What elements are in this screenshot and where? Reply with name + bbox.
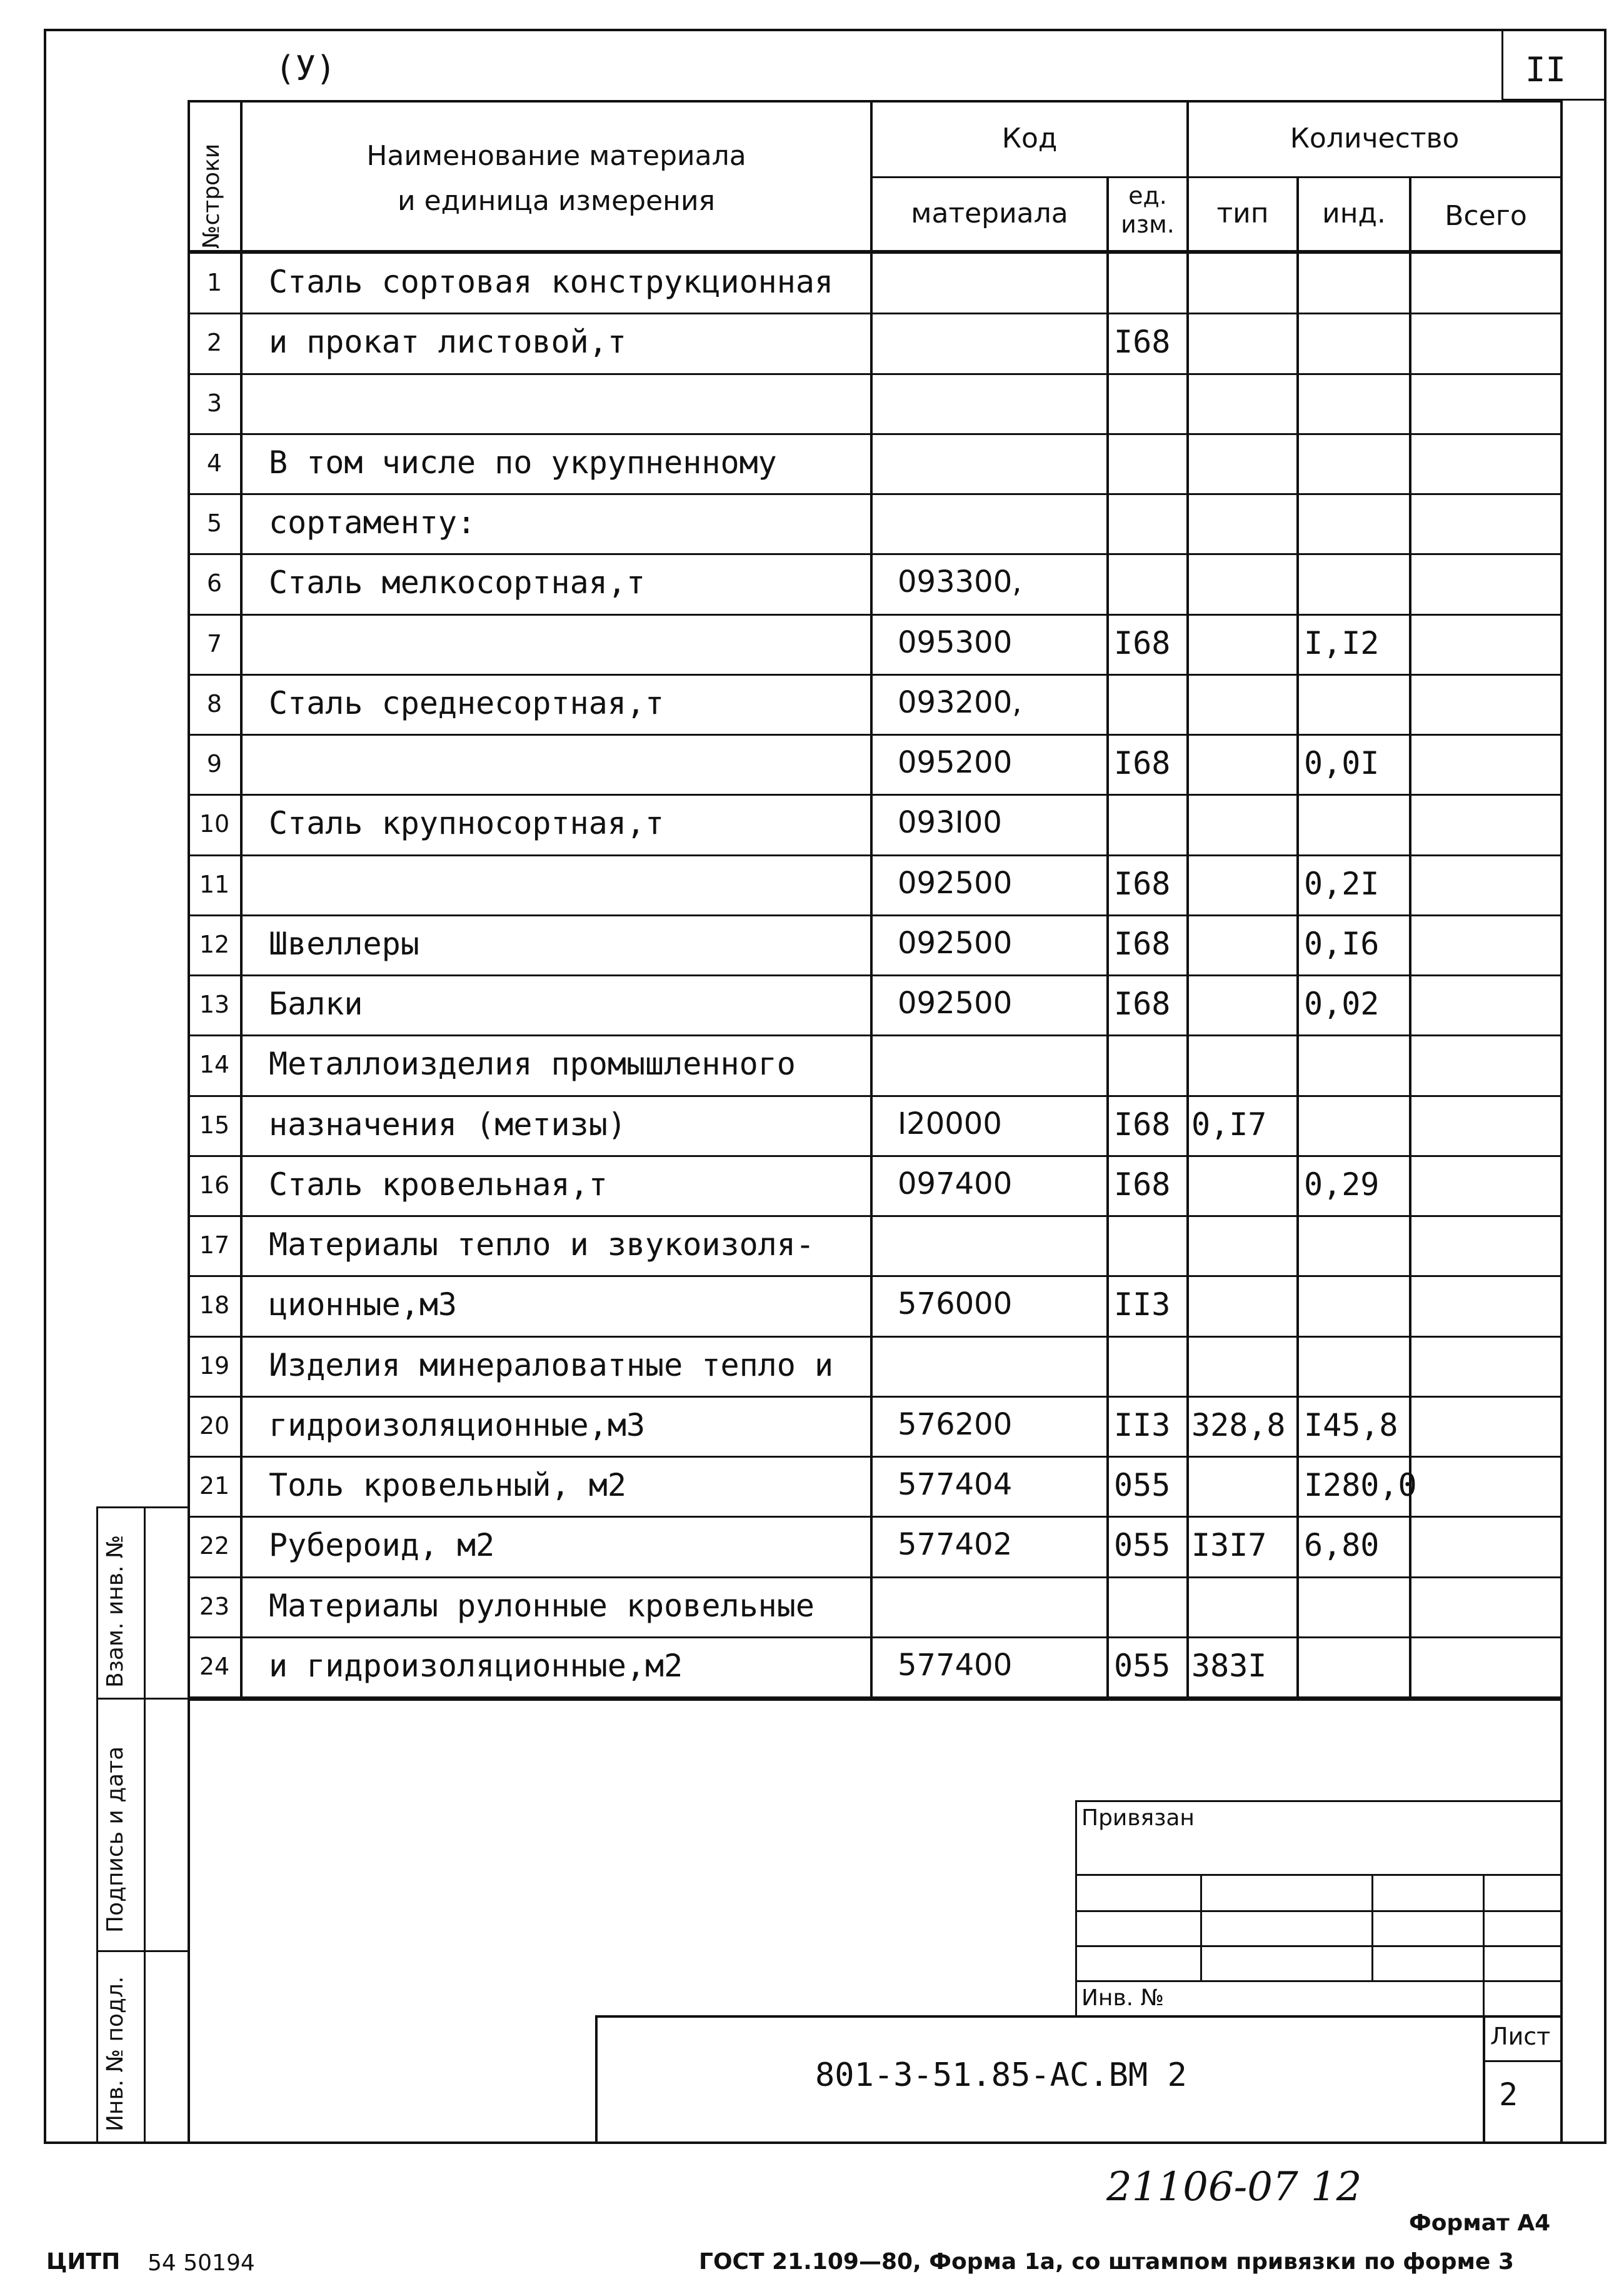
bind-v3 — [1483, 1874, 1485, 2015]
sheet-top-label: (У) — [275, 49, 336, 88]
footer-left-code: 54 50194 — [148, 2250, 255, 2276]
cell-name: Изделия минераловатные тепло и — [269, 1347, 834, 1383]
row-separator — [188, 734, 1560, 736]
row-number: 17 — [199, 1231, 230, 1259]
row-number: 2 — [206, 329, 223, 356]
title-designation: 801-3-51.85-АС.ВМ 2 — [815, 2056, 1187, 2094]
row-number: 7 — [206, 630, 223, 658]
cell-name: гидроизоляционные,м3 — [269, 1407, 646, 1443]
cell-ind: I45,8 — [1304, 1407, 1398, 1443]
header-name-text: Наименование материала и единица измерения — [366, 140, 746, 217]
col-line-typ — [1296, 176, 1299, 1700]
sheet-corner-number: II — [1525, 50, 1566, 89]
footer-left-org: ЦИТП — [46, 2249, 121, 2275]
col-line-unit — [1106, 176, 1109, 1700]
row-separator — [188, 674, 1560, 676]
bind-privyazan: Привязан — [1081, 1805, 1195, 1831]
row-separator — [188, 493, 1560, 495]
cell-ind: I,I2 — [1304, 625, 1380, 661]
bind-v2 — [1371, 1874, 1373, 1981]
cell-code: 097400 — [898, 1166, 1013, 1201]
row-separator — [188, 553, 1560, 555]
header-row-number: №строки — [199, 143, 224, 249]
bind-v1 — [1200, 1874, 1202, 1981]
row-number: 9 — [206, 750, 223, 778]
row-number: 21 — [199, 1472, 230, 1500]
row-number: 23 — [199, 1593, 230, 1620]
col-line-rownum — [240, 100, 243, 1700]
header-top-line — [188, 100, 1560, 103]
cell-name: Сталь кровельная,т — [269, 1166, 608, 1203]
cell-unit: 055 — [1114, 1467, 1171, 1503]
cell-ind: 0,I6 — [1304, 926, 1380, 962]
cell-name: и гидроизоляционные,м2 — [269, 1648, 683, 1684]
cell-code: 576200 — [898, 1407, 1013, 1442]
row-separator — [188, 854, 1560, 856]
side-stamp-col-2 — [144, 1506, 146, 2144]
row-number: 11 — [199, 871, 230, 898]
cell-name: Материалы рулонные кровельные — [269, 1588, 815, 1624]
cell-name: и прокат листовой,т — [269, 324, 626, 360]
cell-code: 092500 — [898, 986, 1013, 1021]
cell-name: сортаменту: — [269, 504, 476, 541]
row-separator — [188, 1576, 1560, 1578]
cell-ind: 0,2I — [1304, 866, 1380, 902]
row-separator — [188, 1095, 1560, 1097]
cell-unit: I68 — [1114, 324, 1171, 360]
row-separator — [188, 1516, 1560, 1518]
cell-name: Металлоизделия промышленного — [269, 1046, 796, 1082]
col-line-code — [870, 100, 873, 1700]
cell-code: 095300 — [898, 625, 1013, 660]
cell-ind: 0,0I — [1304, 745, 1380, 781]
side-stamp-line-2 — [96, 1698, 190, 1700]
side-stamp-inv-podl: Инв. № подл. — [103, 1976, 128, 2131]
cell-name: Сталь среднесортная,т — [269, 685, 664, 721]
cell-code: 093300, — [898, 564, 1022, 599]
col-line-qty — [1186, 100, 1189, 1700]
cell-code: 577400 — [898, 1648, 1013, 1683]
row-number: 15 — [199, 1111, 230, 1139]
handwritten-number: 21106-07 12 — [1106, 2164, 1362, 2210]
cell-typ: 328,8 — [1191, 1407, 1286, 1443]
cell-ind: 0,29 — [1304, 1166, 1380, 1203]
side-stamp-line-3 — [96, 1950, 190, 1952]
side-stamp-line-1 — [96, 1506, 190, 1508]
cell-typ: I3I7 — [1191, 1527, 1267, 1563]
title-left — [595, 2015, 598, 2144]
cell-name: Швеллеры — [269, 926, 419, 962]
cell-unit: II3 — [1114, 1286, 1171, 1323]
cell-code: 095200 — [898, 745, 1013, 780]
row-separator — [188, 914, 1560, 916]
cell-typ: 383I — [1191, 1648, 1267, 1684]
row-number: 13 — [199, 991, 230, 1018]
cell-unit: II3 — [1114, 1407, 1171, 1443]
frame-bottom — [44, 2141, 1606, 2144]
cell-ind: 0,02 — [1304, 986, 1380, 1022]
cell-name: Балки — [269, 986, 363, 1022]
row-separator — [188, 1396, 1560, 1398]
header-qty-group: Количество — [1290, 123, 1460, 154]
header-code-unit: ед. изм. — [1121, 182, 1175, 238]
title-top — [595, 2015, 1560, 2018]
bind-left — [1075, 1800, 1077, 2015]
cell-code: 093I00 — [898, 805, 1002, 840]
row-separator — [188, 1456, 1560, 1458]
cell-code: 092500 — [898, 866, 1013, 901]
header-code-material: материала — [911, 198, 1068, 229]
header-name — [243, 134, 870, 224]
cell-unit: I68 — [1114, 926, 1171, 962]
row-separator — [188, 1636, 1560, 1638]
row-separator — [188, 313, 1560, 314]
row-separator — [188, 794, 1560, 796]
row-separator — [188, 373, 1560, 375]
footer-standard: ГОСТ 21.109—80, Форма 1а, со штампом привязки по форме 3 — [699, 2249, 1514, 2275]
cell-unit: I68 — [1114, 866, 1171, 902]
row-separator — [188, 614, 1560, 616]
cell-code: 092500 — [898, 926, 1013, 961]
header-bottom-line — [188, 250, 1560, 254]
cell-code: 093200, — [898, 685, 1022, 720]
row-separator — [188, 433, 1560, 435]
cell-unit: I68 — [1114, 1106, 1171, 1143]
row-separator — [188, 1215, 1560, 1217]
cell-ind: 6,80 — [1304, 1527, 1380, 1563]
bind-h3 — [1075, 1945, 1560, 1947]
title-sheet-number: 2 — [1499, 2076, 1518, 2113]
header-qty-total: Всего — [1445, 200, 1527, 232]
row-number: 5 — [206, 509, 223, 537]
cell-name: Толь кровельный, м2 — [269, 1467, 626, 1503]
cell-unit: 055 — [1114, 1648, 1171, 1684]
cell-code: 576000 — [898, 1286, 1013, 1321]
row-number: 20 — [199, 1412, 230, 1440]
cell-name: Сталь мелкосортная,т — [269, 564, 646, 601]
title-sheet-h — [1483, 2060, 1560, 2062]
row-number: 8 — [206, 690, 223, 718]
row-number: 18 — [199, 1291, 230, 1319]
cell-name: Сталь крупносортная,т — [269, 805, 664, 841]
bind-h1 — [1075, 1874, 1560, 1876]
cell-name: ционные,м3 — [269, 1286, 458, 1323]
row-number: 16 — [199, 1171, 230, 1199]
cell-name: Сталь сортовая конструкционная — [269, 264, 834, 300]
bind-inv-no: Инв. № — [1081, 1985, 1165, 2011]
row-separator — [188, 974, 1560, 976]
header-qty-typ: тип — [1216, 198, 1269, 229]
cell-name: Материалы тепло и звукоизоля- — [269, 1226, 815, 1263]
row-number: 22 — [199, 1532, 230, 1560]
row-number: 1 — [206, 269, 223, 296]
row-separator — [188, 1034, 1560, 1036]
cell-unit: I68 — [1114, 986, 1171, 1022]
row-separator — [188, 1155, 1560, 1157]
row-separator — [188, 1696, 1560, 1698]
cell-name: В том числе по укрупненному — [269, 444, 777, 481]
row-number: 19 — [199, 1352, 230, 1380]
title-sheet-col — [1483, 2015, 1485, 2144]
cell-name: Рубероид, м2 — [269, 1527, 495, 1563]
cell-typ: 0,I7 — [1191, 1106, 1267, 1143]
cell-code: I20000 — [898, 1106, 1002, 1141]
cell-unit: 055 — [1114, 1527, 1171, 1563]
side-stamp-podpis: Подпись и дата — [103, 1746, 128, 1933]
cell-code: 577404 — [898, 1467, 1013, 1502]
cell-unit: I68 — [1114, 745, 1171, 781]
cell-ind: I280,0 — [1304, 1467, 1417, 1503]
header-qty-ind: инд. — [1322, 198, 1386, 229]
bind-h2 — [1075, 1910, 1560, 1912]
bind-top — [1075, 1800, 1560, 1802]
bind-h4 — [1075, 1980, 1560, 1982]
side-stamp-vzam: Взам. инв. № — [103, 1535, 128, 1688]
side-stamp-right — [188, 1506, 190, 2144]
row-separator — [188, 1336, 1560, 1338]
row-number: 24 — [199, 1653, 230, 1680]
format-label: Формат А4 — [1409, 2210, 1551, 2236]
row-number: 12 — [199, 931, 230, 958]
cell-unit: I68 — [1114, 1166, 1171, 1203]
header-mid-line — [870, 176, 1560, 178]
title-sheet-label: Лист — [1490, 2023, 1551, 2050]
cell-name: назначения (метизы) — [269, 1106, 626, 1143]
side-stamp-col — [96, 1506, 98, 2144]
header-code-group: Код — [1001, 123, 1058, 154]
row-number: 14 — [199, 1051, 230, 1078]
row-separator — [188, 1275, 1560, 1277]
cell-code: 577402 — [898, 1527, 1013, 1562]
row-number: 10 — [199, 810, 230, 838]
row-number: 6 — [206, 569, 223, 597]
row-number: 4 — [206, 449, 223, 477]
row-number: 3 — [206, 389, 223, 417]
cell-unit: I68 — [1114, 625, 1171, 661]
